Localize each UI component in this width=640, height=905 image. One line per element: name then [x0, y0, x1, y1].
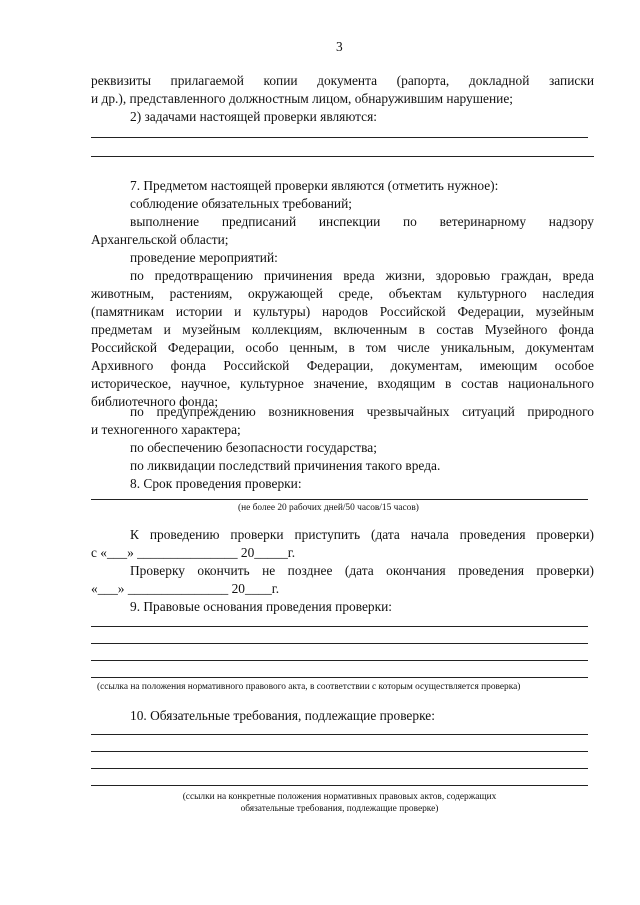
- text-line: библиотечного фонда;: [91, 394, 219, 409]
- field-caption: (ссылка на положения нормативного правового акта, в соответствии с которым осуществляется проверка): [97, 682, 521, 692]
- text-line: и др.), представленного должностным лицом, обнаружившим нарушение;: [91, 91, 514, 106]
- text-line: К проведению проверки приступить (дата начала проведения проверки): [130, 527, 594, 542]
- text-line: предметам и музейным коллекциям, включенным в состав Музейного фонда: [91, 322, 594, 337]
- fill-line: [91, 734, 588, 735]
- date-field: «___» _______________ 20____г.: [91, 581, 280, 596]
- text-line: (памятникам истории и культуры) народов Российской Федерации, музейным: [91, 304, 594, 319]
- text-line: Российской Федерации, особо ценным, в том числе уникальным, документам: [91, 340, 594, 355]
- text-line: Проверку окончить не позднее (дата окончания проведения проверки): [130, 563, 594, 578]
- option-item: соблюдение обязательных требований;: [130, 196, 352, 211]
- text-line: реквизиты прилагаемой копии документа (рапорта, докладной записки: [91, 73, 594, 88]
- fill-line: [91, 751, 588, 752]
- fill-line: [91, 660, 588, 661]
- text-line: 2) задачами настоящей проверки являются:: [130, 109, 377, 124]
- fill-line: [91, 137, 588, 138]
- fill-line: [91, 156, 594, 157]
- option-item: выполнение предписаний инспекции по ветеринарному надзору: [130, 214, 594, 229]
- page-number: 3: [336, 39, 343, 54]
- text-line: по ликвидации последствий причинения такого вреда.: [130, 458, 441, 473]
- section-heading: 10. Обязательные требования, подлежащие проверке:: [130, 708, 435, 723]
- option-item: проведение мероприятий:: [130, 250, 278, 265]
- field-caption: (ссылки на конкретные положения нормативных правовых актов, содержащих: [182, 792, 497, 802]
- text-line: по обеспечению безопасности государства;: [130, 440, 377, 455]
- text-line: по предотвращению причинения вреда жизни, здоровью граждан, вреда: [130, 268, 594, 283]
- date-field: с «___» _______________ 20_____г.: [91, 545, 296, 560]
- section-heading: 8. Срок проведения проверки:: [130, 476, 302, 491]
- text-line: Архивного фонда Российской Федерации, документам, имеющим особое: [91, 358, 594, 373]
- text-line: животным, растениям, окружающей среде, объектам культурного наследия: [91, 286, 594, 301]
- text-line: по предупреждению возникновения чрезвычайных ситуаций природного: [130, 404, 594, 419]
- field-caption: обязательные требования, подлежащие проверке): [240, 804, 439, 814]
- fill-line: [91, 643, 588, 644]
- fill-line: [91, 626, 588, 627]
- option-item: Архангельской области;: [91, 232, 229, 247]
- text-line: историческое, научное, культурное значение, входящим в состав национального: [91, 376, 594, 391]
- fill-line: [91, 785, 588, 786]
- section-heading: 7. Предметом настоящей проверки являются (отметить нужное):: [130, 178, 499, 193]
- fill-line: [91, 677, 588, 678]
- text-line: и техногенного характера;: [91, 422, 241, 437]
- field-caption: (не более 20 рабочих дней/50 часов/15 часов): [238, 503, 419, 513]
- section-heading: 9. Правовые основания проведения проверки:: [130, 599, 392, 614]
- fill-line: [91, 499, 588, 500]
- fill-line: [91, 768, 588, 769]
